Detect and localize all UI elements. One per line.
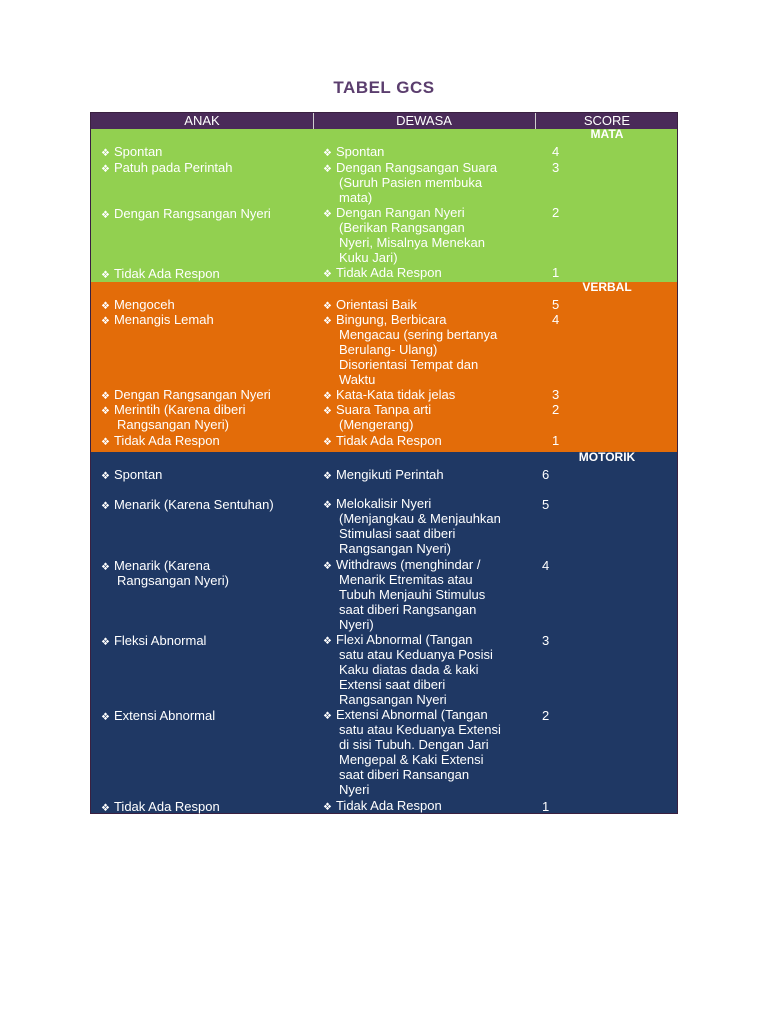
- item-text: saat diberi Ransangan: [339, 767, 470, 782]
- item-text: Dengan Rangsangan Nyeri: [113, 387, 271, 402]
- dewasa-item: [323, 467, 444, 484]
- dewasa-item: [339, 587, 485, 602]
- score-value: 6: [542, 467, 550, 482]
- diamond-bullet-icon: ❖: [101, 637, 110, 648]
- dewasa-item: [339, 782, 369, 797]
- gcs-table: [90, 112, 678, 814]
- dewasa-item: [339, 752, 484, 767]
- anak-item: [117, 573, 229, 588]
- item-text: satu atau Keduanya Posisi: [339, 647, 493, 662]
- item-text: (Mengerang): [339, 417, 414, 432]
- item-text: Melokalisir Nyeri: [335, 496, 432, 511]
- dewasa-item: [339, 526, 455, 541]
- item-text: Spontan: [335, 144, 385, 159]
- item-text: Mengepal & Kaki Extensi: [339, 752, 484, 767]
- item-text: Spontan: [113, 467, 163, 482]
- dewasa-item: [339, 602, 476, 617]
- anak-item: [101, 467, 162, 484]
- score-value: 1: [542, 799, 550, 814]
- dewasa-item: [339, 327, 497, 342]
- diamond-bullet-icon: ❖: [323, 500, 332, 511]
- diamond-bullet-icon: ❖: [323, 391, 332, 402]
- item-text: Fleksi Abnormal: [113, 633, 207, 648]
- item-text: Spontan: [113, 144, 163, 159]
- diamond-bullet-icon: ❖: [101, 148, 110, 159]
- item-text: Menarik (Karena: [113, 558, 211, 573]
- diamond-bullet-icon: ❖: [323, 711, 332, 722]
- diamond-bullet-icon: ❖: [323, 561, 332, 572]
- item-text: Tidak Ada Respon: [335, 798, 442, 813]
- section-label-mata: MATA: [590, 127, 624, 141]
- item-text: Mengikuti Perintah: [335, 467, 444, 482]
- anak-item: [101, 144, 162, 161]
- item-text: Dengan Rangan Nyeri: [335, 205, 465, 220]
- item-text: satu atau Keduanya Extensi: [339, 722, 501, 737]
- score-value: 1: [552, 265, 560, 280]
- anak-item: [101, 497, 274, 514]
- score-value: 3: [542, 633, 550, 648]
- diamond-bullet-icon: ❖: [101, 471, 110, 482]
- anak-item: [117, 417, 229, 432]
- dewasa-item: [323, 144, 384, 161]
- diamond-bullet-icon: ❖: [101, 164, 110, 175]
- dewasa-item: [339, 175, 482, 190]
- dewasa-item: [339, 722, 501, 737]
- dewasa-item: [339, 417, 413, 432]
- anak-item: [101, 160, 233, 177]
- dewasa-item: [339, 647, 493, 662]
- diamond-bullet-icon: ❖: [101, 301, 110, 312]
- item-text: Tidak Ada Respon: [113, 799, 220, 814]
- diamond-bullet-icon: ❖: [323, 209, 332, 220]
- dewasa-item: [339, 235, 485, 250]
- item-text: (Suruh Pasien membuka: [339, 175, 483, 190]
- score-value: 1: [552, 433, 560, 448]
- score-value: 2: [542, 708, 550, 723]
- anak-item: [101, 206, 271, 223]
- item-text: Extensi Abnormal: [113, 708, 216, 723]
- item-text: Kaku diatas dada & kaki: [339, 662, 479, 677]
- section-verbal: [91, 282, 677, 452]
- dewasa-item: [339, 342, 437, 357]
- section-motorik: [91, 452, 677, 813]
- dewasa-item: [339, 511, 501, 526]
- item-text: di sisi Tubuh. Dengan Jari: [339, 737, 489, 752]
- item-text: Rangsangan Nyeri: [339, 692, 447, 707]
- diamond-bullet-icon: ❖: [101, 803, 110, 814]
- dewasa-item: [339, 692, 447, 707]
- item-text: Mengoceh: [113, 297, 175, 312]
- dewasa-item: [339, 572, 473, 587]
- page-title: TABEL GCS: [333, 78, 435, 97]
- item-text: Tidak Ada Respon: [113, 433, 220, 448]
- diamond-bullet-icon: ❖: [323, 406, 332, 417]
- score-value: 2: [552, 205, 560, 220]
- diamond-bullet-icon: ❖: [323, 471, 332, 482]
- item-text: Stimulasi saat diberi: [339, 526, 456, 541]
- item-text: Bingung, Berbicara: [335, 312, 447, 327]
- section-label-verbal: VERBAL: [582, 280, 632, 294]
- diamond-bullet-icon: ❖: [323, 802, 332, 813]
- score-value: 4: [552, 144, 560, 159]
- anak-item: [101, 708, 215, 725]
- anak-item: [101, 433, 220, 450]
- dewasa-item: [339, 250, 398, 265]
- item-text: Menarik (Karena Sentuhan): [113, 497, 274, 512]
- dewasa-item: [339, 372, 375, 387]
- item-text: mata): [339, 190, 373, 205]
- diamond-bullet-icon: ❖: [101, 270, 110, 281]
- diamond-bullet-icon: ❖: [101, 316, 110, 327]
- item-text: Rangsangan Nyeri): [339, 541, 452, 556]
- item-text: Dengan Rangsangan Suara: [335, 160, 498, 175]
- dewasa-item: [323, 798, 442, 815]
- dewasa-item: [339, 541, 451, 556]
- item-text: (Menjangkau & Menjauhkan: [339, 511, 501, 526]
- item-text: Mengacau (sering bertanya: [339, 327, 498, 342]
- item-text: Menangis Lemah: [113, 312, 214, 327]
- item-text: Berulang- Ulang): [339, 342, 438, 357]
- dewasa-item: [323, 265, 442, 282]
- diamond-bullet-icon: ❖: [101, 437, 110, 448]
- item-text: Dengan Rangsangan Nyeri: [113, 206, 271, 221]
- dewasa-item: [339, 190, 372, 205]
- header-score: SCORE: [583, 113, 631, 128]
- item-text: Orientasi Baik: [335, 297, 417, 312]
- anak-item: [101, 312, 214, 329]
- item-text: Waktu: [339, 372, 376, 387]
- item-text: Tidak Ada Respon: [113, 266, 220, 281]
- item-text: Patuh pada Perintah: [113, 160, 233, 175]
- item-text: Merintih (Karena diberi: [113, 402, 246, 417]
- item-text: Nyeri, Misalnya Menekan: [339, 235, 485, 250]
- dewasa-item: [339, 662, 478, 677]
- item-text: Rangsangan Nyeri): [117, 417, 230, 432]
- score-value: 5: [542, 497, 550, 512]
- score-value: 4: [552, 312, 560, 327]
- section-label-motorik: MOTORIK: [578, 450, 636, 464]
- diamond-bullet-icon: ❖: [101, 562, 110, 573]
- diamond-bullet-icon: ❖: [323, 269, 332, 280]
- anak-item: [101, 633, 206, 650]
- diamond-bullet-icon: ❖: [323, 316, 332, 327]
- item-text: Flexi Abnormal (Tangan: [335, 632, 473, 647]
- dewasa-item: [339, 677, 445, 692]
- diamond-bullet-icon: ❖: [101, 406, 110, 417]
- score-value: 4: [542, 558, 550, 573]
- item-text: Nyeri): [339, 617, 374, 632]
- diamond-bullet-icon: ❖: [101, 391, 110, 402]
- item-text: Extensi Abnormal (Tangan: [335, 707, 488, 722]
- dewasa-item: [339, 767, 469, 782]
- item-text: Extensi saat diberi: [339, 677, 446, 692]
- score-value: 3: [552, 387, 560, 402]
- item-text: Kuku Jari): [339, 250, 398, 265]
- dewasa-item: [339, 220, 465, 235]
- score-value: 3: [552, 160, 560, 175]
- item-text: Suara Tanpa arti: [335, 402, 432, 417]
- dewasa-item: [339, 357, 478, 372]
- header-dewasa: DEWASA: [396, 113, 452, 128]
- item-text: Tubuh Menjauhi Stimulus: [339, 587, 486, 602]
- dewasa-item: [339, 617, 374, 632]
- dewasa-item: [339, 737, 489, 752]
- diamond-bullet-icon: ❖: [323, 301, 332, 312]
- dewasa-item: [323, 433, 442, 450]
- score-value: 5: [552, 297, 560, 312]
- item-text: Rangsangan Nyeri): [117, 573, 230, 588]
- item-text: Tidak Ada Respon: [335, 433, 442, 448]
- diamond-bullet-icon: ❖: [323, 148, 332, 159]
- item-text: Kata-Kata tidak jelas: [335, 387, 456, 402]
- item-text: Tidak Ada Respon: [335, 265, 442, 280]
- diamond-bullet-icon: ❖: [323, 164, 332, 175]
- section-mata: [91, 129, 677, 282]
- header-anak: ANAK: [184, 113, 220, 128]
- item-text: Withdraws (menghindar /: [335, 557, 481, 572]
- diamond-bullet-icon: ❖: [323, 437, 332, 448]
- item-text: Disorientasi Tempat dan: [339, 357, 479, 372]
- item-text: saat diberi Rangsangan: [339, 602, 477, 617]
- anak-item: [101, 799, 220, 816]
- diamond-bullet-icon: ❖: [101, 712, 110, 723]
- diamond-bullet-icon: ❖: [323, 636, 332, 647]
- diamond-bullet-icon: ❖: [101, 210, 110, 221]
- item-text: (Berikan Rangsangan: [339, 220, 465, 235]
- score-value: 2: [552, 402, 560, 417]
- anak-item: [101, 266, 220, 283]
- item-text: Menarik Etremitas atau: [339, 572, 473, 587]
- item-text: Nyeri: [339, 782, 370, 797]
- diamond-bullet-icon: ❖: [101, 501, 110, 512]
